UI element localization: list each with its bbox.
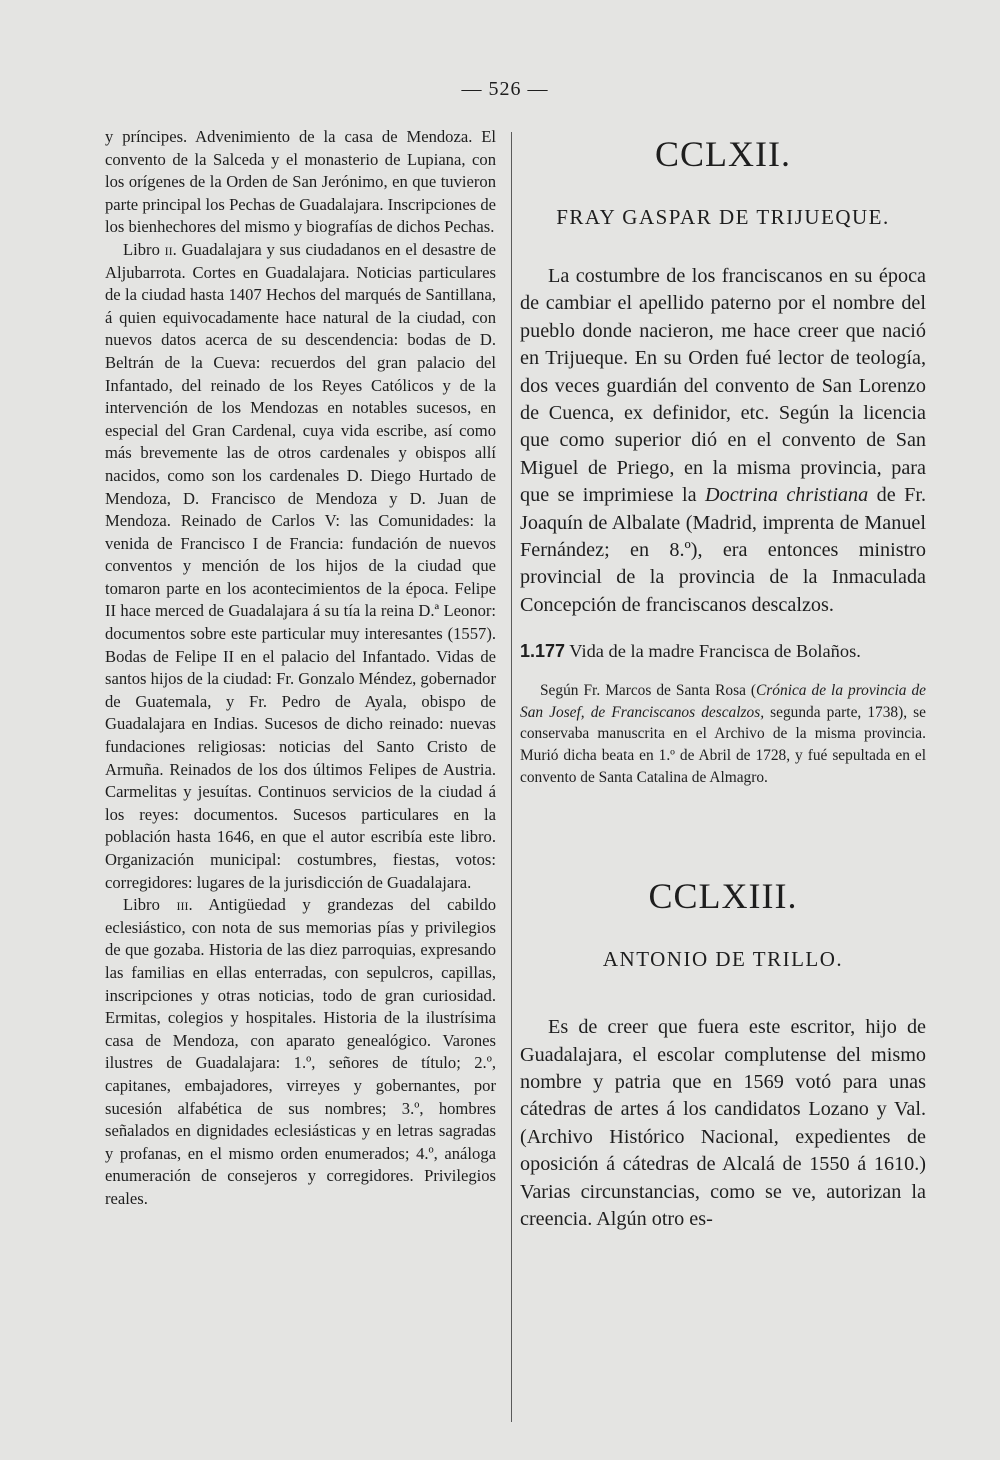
body-text: La costumbre de los franciscanos en su época de cambiar el apellido paterno por el nombre del pueblo donde nacieron, me hace creer que nació en Trijueque. En su Orden fué lector de teología, dos veces guardián del convento de San Lorenzo de Cuenca, ex definidor, etc. Según la licencia que como superior dió en el convento de San Miguel de Priego, en la misma provincia, para que se imprimiese la <box>520 265 926 507</box>
section-body: Es de creer que fuera este escritor, hijo de Guadalajara, el escolar complutense del mismo nombre y patria que en 1569 votó para unas cátedras de artes á los candidatos Lozano y Val. (Archivo Histórico Nacional, expedientes de oposición á cátedras de Alcalá de 1550 á 1610.) Varias circunstancias, como se ve, autorizan la creencia. Algún otro es- <box>520 1016 926 1231</box>
page-number: — 526 — <box>461 78 549 100</box>
book-text: Guadalajara y sus ciudadanos en el desastre de Aljubarrota. Cortes en Guadalajara. Noticias particulares de la ciudad hasta 1407 Hechos del marqués de Santillana, á quien equivocadamente hace natural de la ciudad, con nuevos datos acerca de su descendencia: bodas de D. Beltrán de la Cueva: recuerdos del gran palacio del Infantado, del reinado de los Reyes Católicos y de la intervención de los Mendozas en notables sucesos, en especial del Gran Cardenal, cuya vida escribe, así como más brevemente las de otros cardenales y obispos allí nacidos, como son los cardenales D. Diego Hurtado de Mendoza, D. Francisco de Mendoza y D. Juan de Mendoza. Reinado de Carlos V: las Comunidades: la venida de Francisco I de Francia: fundación de nuevos conventos y mención de los hijos de la ciudad que tomaron parte en los acontecimientos de la época. Felipe II hace merced de Guadalajara á su tía la reina D.ª Leonor: documentos sobre este particular muy interesantes (1557). Bodas de Felipe II en el palacio del Infantado. Vidas de santos hijos de la ciudad: Fr. Gonzalo Méndez, gobernador de Guatemala, y Fr. Pedro de Ayala, obispo de Guadalajara en Indias. Sucesos de dicho reinado: nuevas fundaciones religiosas: noticias del Santo Cristo de Armuña. Reinados de los dos últimos Felipes de Austria. Carmelitas y jesuítas. Continuos servicios de la ciudad á los reyes: documentos. Sucesos particulares en la población hasta 1646, en que el autor escribía este libro. Organización municipal: costumbres, fiestas, votos: corregidores: lugares de la jurisdicción de Guadalajara. <box>105 239 496 892</box>
catalog-entry <box>520 639 926 664</box>
left-paragraph-3 <box>105 894 496 1210</box>
note-text: segunda parte, 1738), se conservaba manuscrita en el Archivo de la misma provincia. Murió dicha beata en 1.º de Abril de 1728, y fué sepultada en el convento de Santa Catalina de Almagro. <box>520 703 926 786</box>
book-number: iii. <box>176 895 193 915</box>
note-italic: Crónica de la provincia de San Josef, de Franciscanos descalzos, <box>520 682 926 721</box>
note-text: Según Fr. Marcos de Santa Rosa ( <box>540 682 757 700</box>
entry-note <box>520 680 926 788</box>
book-label: Libro <box>123 895 160 915</box>
book-label: Libro <box>123 239 160 259</box>
left-paragraph-2 <box>105 239 496 894</box>
body-text: de Fr. Joaquín de Albalate (Madrid, imprenta de Manuel Fernández; en 8.º), era entonces ministro provincial de la provincia de la Inmaculada Concepción de franciscanos descalzos. <box>520 484 926 616</box>
entry-number: 1.177 <box>520 641 566 662</box>
section-number: CCLXII. <box>655 134 791 174</box>
section-title: ANTONIO DE TRILLO. <box>602 947 844 972</box>
left-paragraph-1: y príncipes. Advenimiento de la casa de Mendoza. El convento de la Salceda y el monasterio de Lupiana, con los orígenes de la Orden de San Jerónimo, en que tuvieron parte principal los Pechas de Guadalajara. Inscripciones de los bienhechores del mismo y biografías de dichos Pechas. <box>105 127 496 237</box>
entry-title: Vida de la madre Francisca de Bolaños. <box>565 641 861 662</box>
section-body <box>520 263 926 619</box>
book-number: ii. <box>164 239 177 259</box>
book-text: Antigüedad y grandezas del cabildo eclesiástico, con nota de sus memorias pías y privilegios de que gozaba. Historia de las diez parroquias, expresando las familias en ellas enterradas, con sepulcros, capillas, inscripciones y otras noticias, todo de gran curiosidad. Ermitas, colegios y hospitales. Historia de la ilustrísima casa de Mendoza, con aparato genealógico. Varones ilustres de Guadalajara: 1.º, señores de título; 2.º, capitanes, embajadores, virreyes y gobernantes, por sucesión alfabética de sus nombres; 3.º, hombres señalados en dignidades eclesiásticas y en letras sagradas y profanas, en el mismo orden enumerados; 4.º, análoga enumeración de consejeros y corregidores. Privilegios reales. <box>105 895 496 1208</box>
section-title: FRAY GASPAR DE TRIJUEQUE. <box>556 205 890 229</box>
column-divider <box>511 132 512 1422</box>
section-number: CCLXIII. <box>648 876 798 917</box>
book-title-italic: Doctrina christiana <box>705 484 869 507</box>
right-column <box>520 126 926 1234</box>
left-column <box>105 126 496 1211</box>
